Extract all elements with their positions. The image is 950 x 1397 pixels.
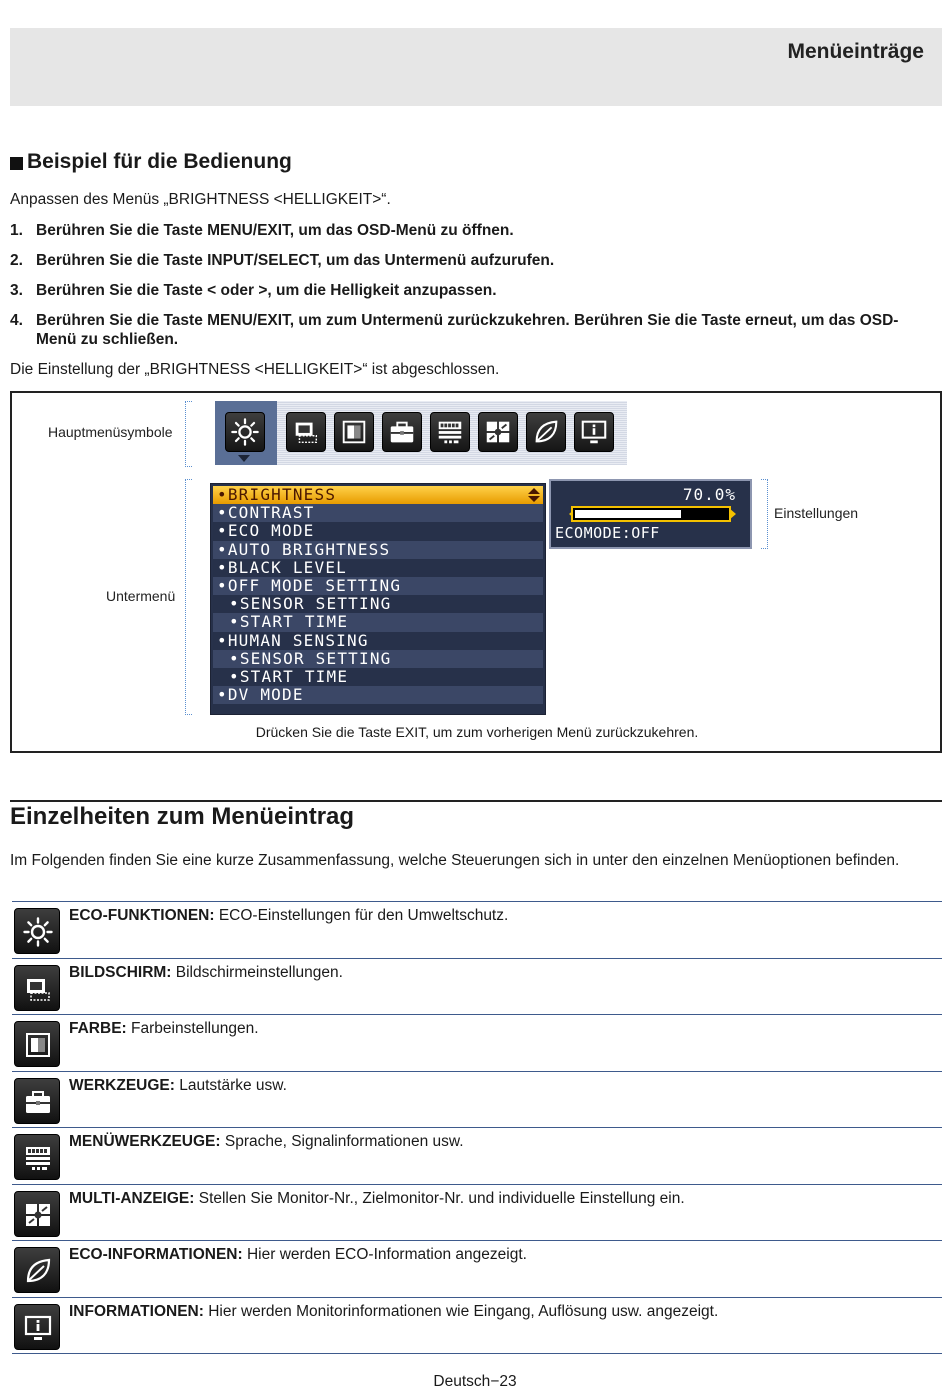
conclusion-text: Die Einstellung der „BRIGHTNESS <HELLIGKEIT>“ ist abgeschlossen. (10, 361, 500, 378)
tools-icon[interactable] (382, 412, 422, 452)
multi-display-icon[interactable] (478, 412, 518, 452)
submenu-item-human-sensing[interactable]: •HUMAN SENSING (217, 630, 369, 650)
table-row (12, 1014, 942, 1071)
section-title-details: Einzelheiten zum Menüeintrag (10, 803, 355, 830)
submenu-item-sensor-setting[interactable]: •SENSOR SETTING (229, 594, 392, 614)
row-label: WERKZEUGE: (69, 1076, 175, 1094)
brightness-slider[interactable] (571, 506, 731, 522)
slider-fill (575, 510, 681, 518)
table-row (12, 958, 942, 1015)
section-divider (10, 800, 942, 802)
table-row (12, 1071, 942, 1128)
label-settings: Einstellungen (774, 505, 859, 521)
information-icon[interactable] (574, 412, 614, 452)
step-text: Berühren Sie die Taste MENU/EXIT, um zum Untermenü zurückzukehren. Berühren Sie die Taste erneut, um das OSD-Menü zu schließen. (36, 312, 899, 348)
step-number: 1. (10, 222, 23, 239)
row-text (69, 1303, 718, 1321)
submenu-item-start-time[interactable]: •START TIME (213, 613, 543, 631)
setting-value: 70.0% (682, 485, 736, 504)
step-item (10, 221, 930, 240)
submenu-item-eco-mode[interactable]: •ECO MODE (217, 521, 315, 541)
step-item (10, 251, 930, 270)
color-icon[interactable] (334, 412, 374, 452)
submenu-item-start-time-2[interactable]: •START TIME (229, 666, 349, 686)
step-item (10, 311, 930, 349)
step-list (10, 221, 930, 360)
color-icon (14, 1021, 60, 1067)
menu-item-table (12, 901, 942, 1353)
step-number: 4. (10, 312, 23, 329)
submenu-item-off-mode-setting[interactable]: •OFF MODE SETTING (213, 577, 543, 595)
section-intro: Im Folgenden finden Sie eine kurze Zusammenfassung, welche Steuerungen sich in unter den einzelnen Menüoptionen befinden. (10, 852, 900, 869)
diagram-note: Drücken Sie die Taste EXIT, um zum vorherigen Menü zurückzukehren. (255, 724, 699, 740)
screen-icon (14, 965, 60, 1011)
row-label: MENÜWERKZEUGE: (69, 1133, 221, 1150)
table-row (12, 1184, 942, 1241)
eco-functions-icon (14, 908, 60, 954)
submenu-item-sensor-setting-2[interactable]: •SENSOR SETTING (213, 650, 543, 668)
selection-arrow-icon (238, 455, 250, 462)
section-title-text: Beispiel für die Bedienung (27, 150, 292, 173)
eco-information-icon[interactable] (526, 412, 566, 452)
osd-submenu (210, 483, 546, 715)
row-text (69, 964, 343, 982)
row-desc: Stellen Sie Monitor-Nr., Zielmonitor-Nr. und individuelle Einstellung ein. (194, 1189, 685, 1207)
submenu-item-dv-mode[interactable]: •DV MODE (213, 686, 543, 704)
step-item (10, 281, 930, 300)
row-text (69, 1077, 287, 1095)
square-bullet-icon (10, 157, 23, 170)
submenu-item-auto-brightness[interactable]: •AUTO BRIGHTNESS (213, 541, 543, 559)
step-text: Berühren Sie die Taste MENU/EXIT, um das OSD-Menü zu öffnen. (36, 222, 514, 239)
row-label: ECO-FUNKTIONEN: (69, 907, 215, 924)
bracket-submenu (185, 479, 192, 715)
screen-icon[interactable] (286, 412, 326, 452)
row-label: MULTI-ANZEIGE: (69, 1189, 195, 1207)
menu-tools-icon[interactable] (430, 412, 470, 452)
table-row (12, 1240, 942, 1297)
tools-icon (14, 1078, 60, 1124)
table-row (12, 901, 942, 958)
table-row (12, 1127, 942, 1184)
information-icon (14, 1304, 60, 1350)
page-number: Deutsch−23 (433, 1373, 517, 1390)
table-row (12, 1297, 942, 1354)
bracket-main-icons (185, 401, 192, 467)
table-bottom-rule (12, 1353, 942, 1354)
intro-text: Anpassen des Menüs „BRIGHTNESS <HELLIGKEIT>“. (10, 191, 391, 208)
row-label: INFORMATIONEN: (69, 1302, 204, 1320)
up-down-arrow-icon (528, 488, 540, 502)
step-number: 3. (10, 282, 23, 299)
page-title: Menüeinträge (787, 40, 924, 63)
row-text (69, 1133, 464, 1151)
row-label: BILDSCHIRM: (69, 963, 172, 981)
label-main-icons: Hauptmenüsymbole (48, 424, 173, 440)
row-desc: Sprache, Signalinformationen usw. (220, 1133, 464, 1150)
step-text: Berühren Sie die Taste INPUT/SELECT, um das Untermenü aufzurufen. (36, 252, 555, 269)
row-label: FARBE: (69, 1020, 127, 1037)
sun-icon[interactable] (225, 412, 265, 452)
osd-diagram (10, 391, 942, 753)
label-submenu: Untermenü (106, 588, 176, 604)
eco-mode-status: ECOMODE:OFF (555, 524, 660, 542)
bracket-settings (761, 479, 768, 549)
submenu-item-brightness[interactable] (213, 486, 543, 504)
row-desc: Farbeinstellungen. (126, 1020, 259, 1037)
step-number: 2. (10, 252, 23, 269)
submenu-item-contrast[interactable]: •CONTRAST (213, 504, 543, 522)
row-text (69, 907, 508, 925)
submenu-item-label: •BRIGHTNESS (217, 485, 337, 504)
step-text: Berühren Sie die Taste < oder >, um die Helligkeit anzupassen. (36, 282, 497, 299)
section-title-example (10, 150, 292, 174)
row-desc: Bildschirmeinstellungen. (171, 963, 343, 981)
menu-tools-icon (14, 1134, 60, 1180)
row-text (69, 1190, 685, 1208)
row-text (69, 1246, 527, 1264)
eco-information-icon (14, 1247, 60, 1293)
submenu-item-black-level[interactable]: •BLACK LEVEL (217, 557, 347, 577)
increase-arrow-icon[interactable] (729, 508, 736, 520)
settings-panel (549, 479, 752, 549)
row-text (69, 1020, 259, 1038)
row-desc: Lautstärke usw. (174, 1076, 287, 1094)
row-desc: Hier werden Monitorinformationen wie Eingang, Auflösung usw. angezeigt. (203, 1302, 719, 1320)
row-label: ECO-INFORMATIONEN: (69, 1246, 243, 1263)
row-desc: ECO-Einstellungen für den Umweltschutz. (214, 907, 509, 924)
row-desc: Hier werden ECO-Information angezeigt. (242, 1246, 527, 1263)
multi-display-icon (14, 1191, 60, 1237)
